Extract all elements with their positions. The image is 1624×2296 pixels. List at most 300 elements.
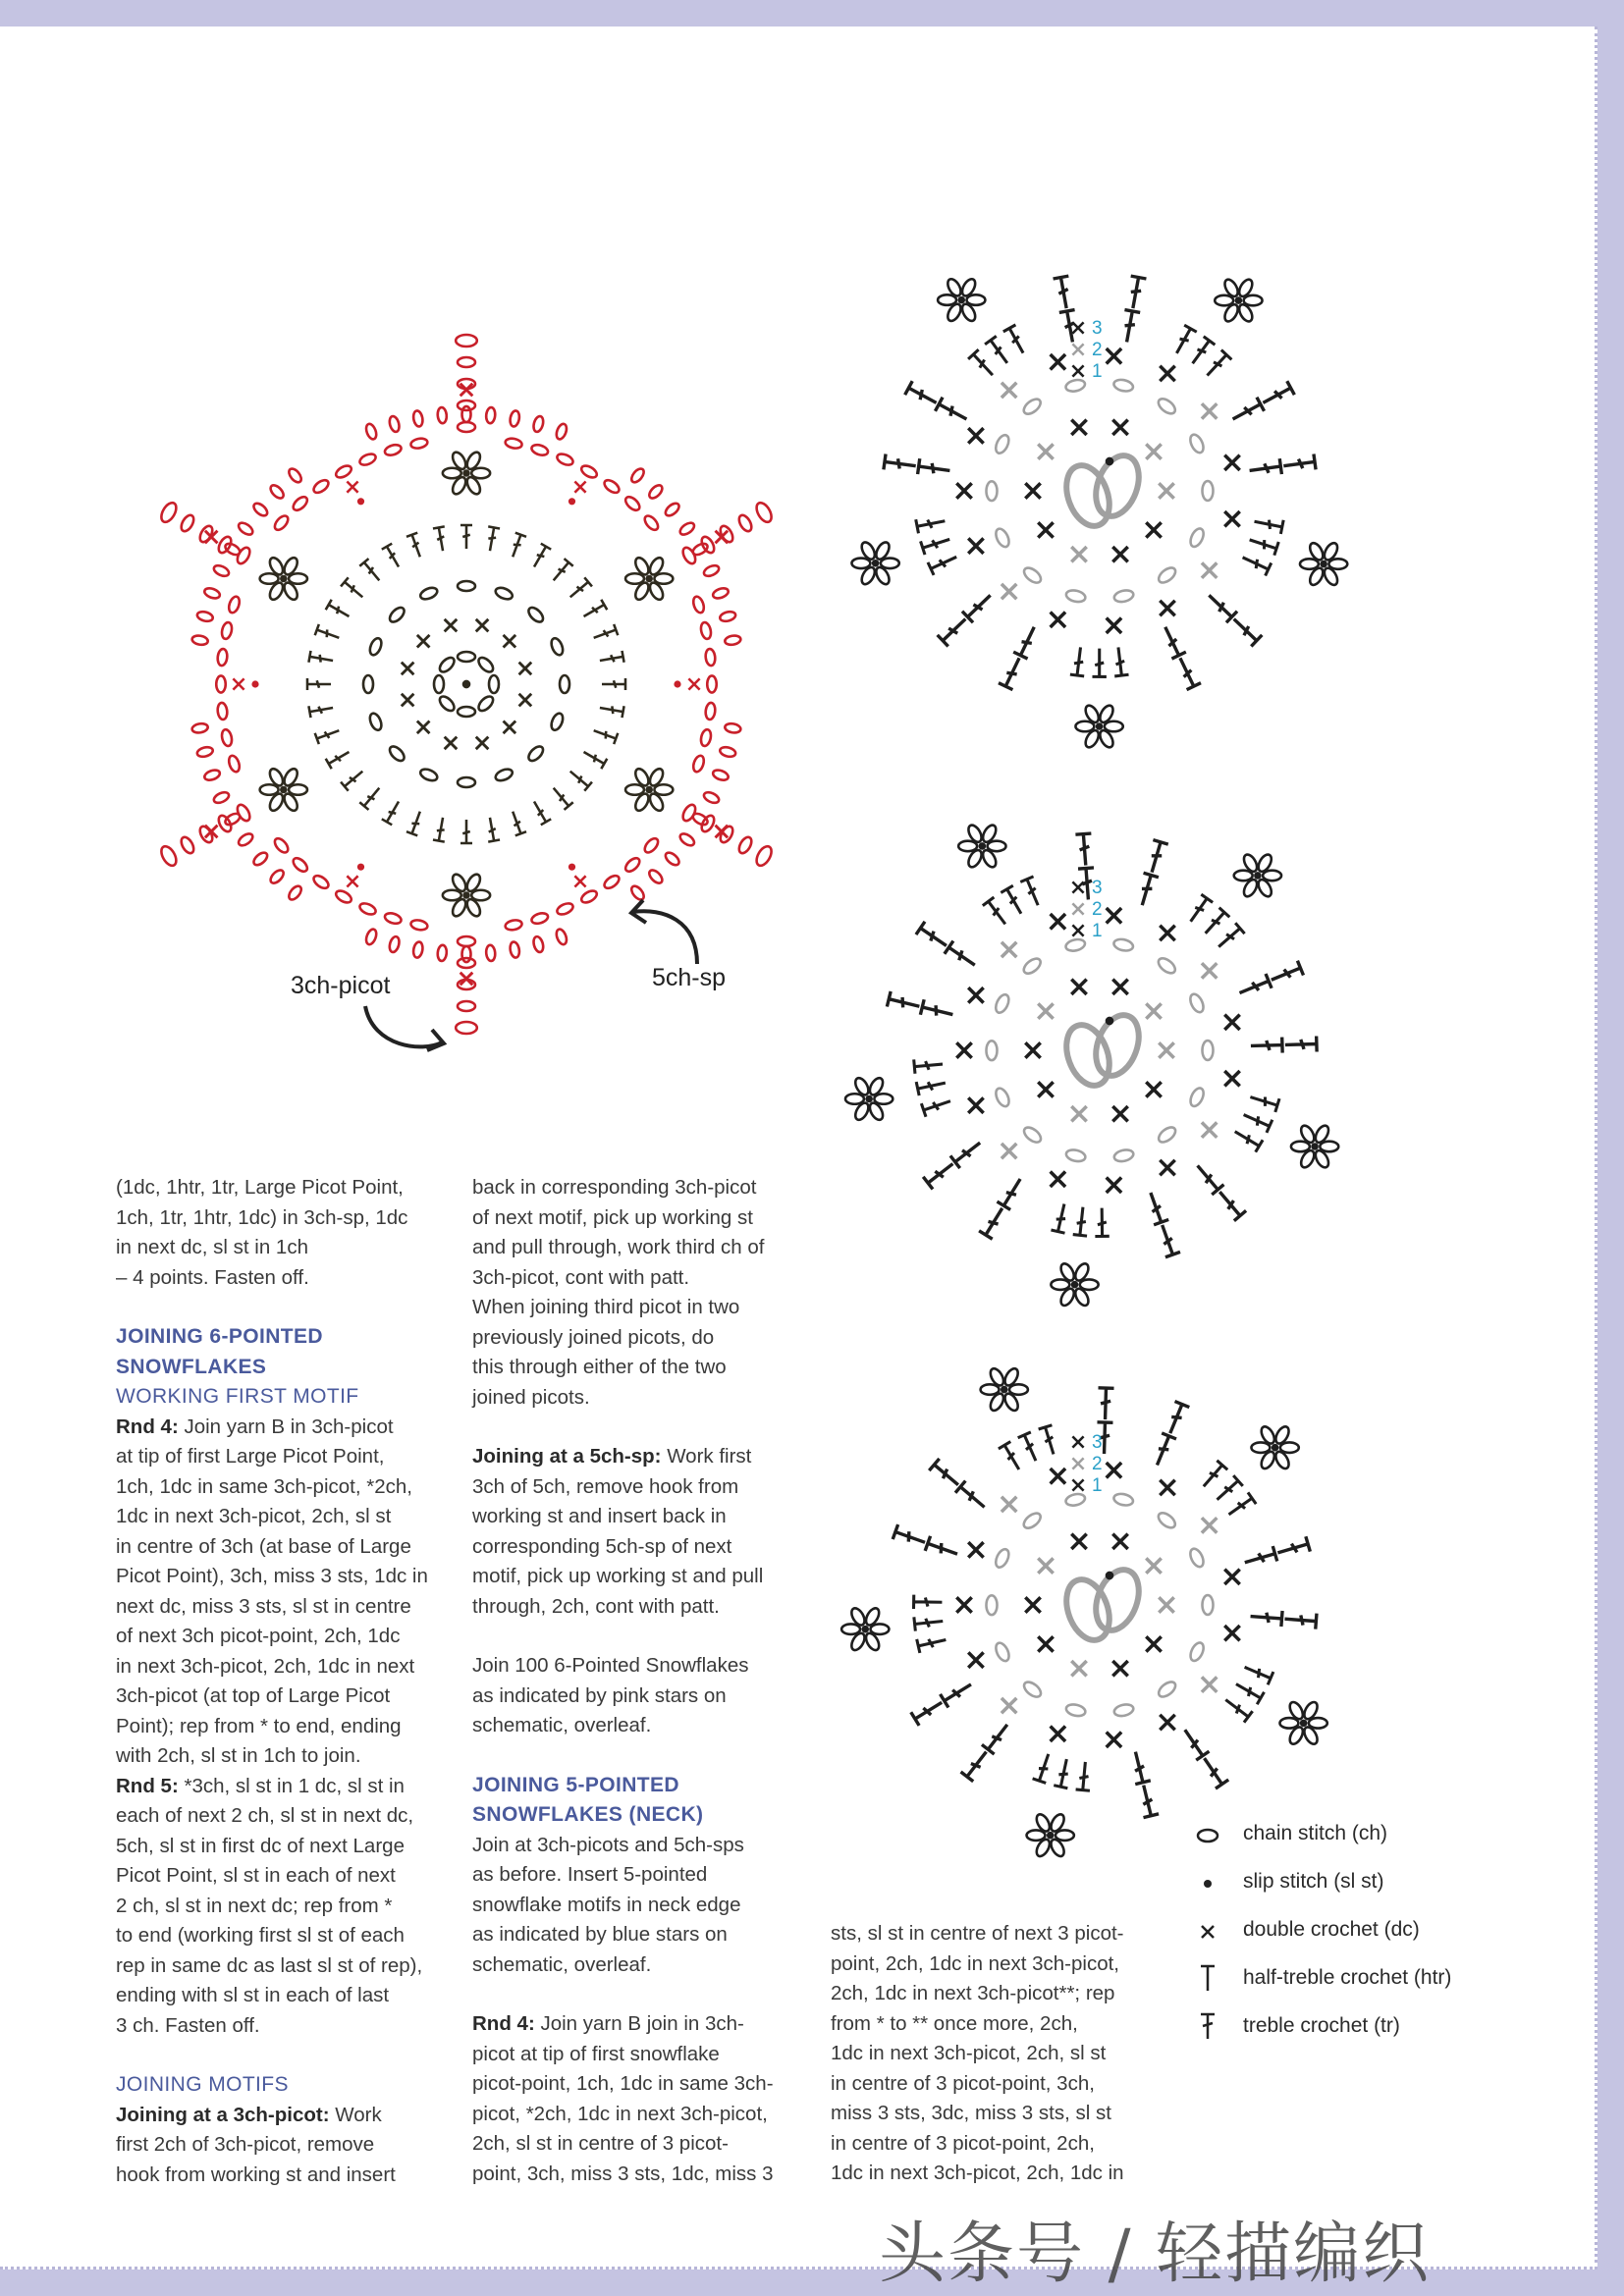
chain-stitch-mark — [1279, 1718, 1298, 1729]
double-crochet-mark — [1202, 1122, 1217, 1137]
double-crochet-mark — [1038, 1003, 1053, 1018]
treble-mark — [955, 1481, 990, 1514]
treble-mark — [935, 398, 970, 426]
double-crochet-mark — [1038, 1636, 1053, 1651]
double-crochet-mark — [1224, 511, 1239, 526]
treble-mark — [905, 381, 941, 409]
chain-stitch-mark — [1080, 1279, 1099, 1290]
slip-stitch-mark — [1300, 1720, 1308, 1728]
chain-stitch-mark — [967, 294, 986, 305]
slip-stitch-mark — [1272, 1444, 1279, 1452]
treble-mark — [1240, 551, 1272, 575]
round-number-1: 1 — [1092, 361, 1103, 382]
treble-mark — [1018, 1432, 1043, 1464]
treble-mark — [961, 1747, 993, 1782]
double-crochet-mark — [1202, 1518, 1217, 1532]
double-crochet-mark — [1202, 403, 1217, 418]
treble-mark — [985, 336, 1013, 367]
chain-stitch-mark — [1113, 1148, 1135, 1163]
treble-mark — [1251, 1038, 1282, 1054]
slip-stitch-mark — [979, 842, 987, 850]
treble-mark — [1198, 1461, 1227, 1491]
slip-stitch-mark — [957, 296, 965, 304]
double-crochet-mark — [1224, 1626, 1239, 1640]
legend-label-treble: treble crochet (tr) — [1243, 2014, 1400, 2037]
double-crochet-mark — [956, 1597, 971, 1612]
chain-stitch-mark — [1113, 589, 1135, 604]
treble-mark — [1269, 961, 1304, 988]
chain-stitch-mark — [1188, 992, 1207, 1015]
treble-mark — [1178, 1726, 1209, 1760]
chain-stitch-mark — [1309, 1718, 1327, 1729]
double-crochet-mark — [1146, 1003, 1161, 1018]
slip-stitch-mark — [1311, 1143, 1319, 1150]
double-crochet-mark — [1072, 1479, 1083, 1490]
round-number-1: 1 — [1092, 1475, 1103, 1496]
double-crochet-mark — [1072, 925, 1083, 935]
chain-stitch-mark — [1113, 1703, 1135, 1718]
double-crochet-mark — [1025, 1597, 1040, 1612]
legend-label-half-treble: half-treble crochet (htr) — [1243, 1966, 1452, 1989]
treble-mark — [1198, 1754, 1228, 1789]
treble-mark — [914, 1595, 943, 1610]
double-crochet-mark — [1202, 562, 1217, 577]
chain-stitch-mark — [1021, 1125, 1043, 1146]
treble-mark — [1170, 325, 1197, 356]
treble-mark — [979, 1204, 1008, 1240]
double-crochet-mark — [1001, 1698, 1016, 1713]
chain-stitch-mark — [1064, 1492, 1086, 1507]
double-crochet-mark — [1224, 1570, 1239, 1584]
treble-mark — [1051, 1202, 1070, 1233]
centre-loop-mark — [1058, 1019, 1116, 1092]
chain-stitch-mark — [1112, 937, 1134, 952]
chain-stitch-mark — [1203, 481, 1214, 501]
legend-label-slip: slip stitch (sl st) — [1243, 1870, 1384, 1893]
double-crochet-mark — [1160, 926, 1174, 940]
double-crochet-mark — [1112, 1106, 1127, 1121]
chain-stitch-mark — [1021, 565, 1043, 586]
chain-stitch-mark — [881, 559, 899, 569]
slip-stitch-mark — [872, 560, 880, 567]
chain-stitch-mark — [1009, 1384, 1028, 1395]
chain-stitch-mark — [994, 992, 1011, 1015]
treble-mark — [1248, 1091, 1279, 1112]
snowflake-chart-5-pointed-2 — [884, 777, 1316, 1327]
rnd4-paragraph — [116, 1413, 440, 1772]
double-crochet-mark — [1107, 348, 1121, 363]
treble-mark — [1232, 1678, 1264, 1704]
treble-mark — [1039, 1425, 1060, 1457]
double-crochet-mark — [1112, 980, 1127, 994]
chain-stitch-mark — [938, 294, 956, 305]
slip-stitch-mark — [1235, 296, 1243, 304]
treble-mark — [1253, 514, 1283, 534]
round-number-2: 2 — [1092, 1454, 1103, 1474]
chain-stitch-mark — [1203, 1041, 1214, 1060]
chain-stitch-icon — [1196, 1823, 1219, 1846]
double-crochet-mark — [968, 428, 983, 443]
joining-picot-paragraph — [116, 2101, 440, 2191]
treble-mark — [1070, 647, 1088, 676]
chain-stitch-mark — [1105, 721, 1123, 732]
heading-joining-5-pointed: JOINING 5-POINTED SNOWFLAKES (NECK) — [472, 1773, 704, 1826]
rnd4-label: Rnd 4: — [116, 1415, 179, 1438]
stitch-legend — [1196, 1819, 1490, 2059]
treble-mark — [1243, 1546, 1277, 1570]
chain-stitch-mark — [1291, 1142, 1310, 1152]
double-crochet-mark — [1160, 601, 1174, 615]
arrow-3ch-picot — [365, 1006, 442, 1046]
treble-mark — [914, 1614, 944, 1630]
treble-mark — [1192, 1160, 1224, 1195]
legend-row-double — [1196, 1915, 1490, 1963]
double-crochet-mark — [1159, 1597, 1173, 1612]
treble-mark — [1249, 458, 1282, 478]
treble-mark — [1202, 350, 1231, 381]
treble-mark — [1282, 454, 1316, 474]
double-crochet-mark — [1001, 584, 1016, 599]
double-crochet-mark — [1071, 1661, 1086, 1676]
treble-mark — [1229, 398, 1265, 426]
chain-stitch-mark — [1156, 955, 1177, 976]
chain-stitch-mark — [1188, 1547, 1207, 1570]
chain-stitch-mark — [994, 1087, 1012, 1109]
snowflake-chart-5-pointed-1 — [884, 218, 1316, 768]
double-crochet-mark — [1071, 980, 1086, 994]
chain-stitch-mark — [1328, 559, 1347, 569]
double-crochet-mark — [1072, 1458, 1083, 1468]
treble-mark — [999, 1442, 1025, 1473]
chain-stitch-mark — [1075, 721, 1094, 732]
double-crochet-mark — [1072, 1436, 1083, 1447]
treble-mark — [1054, 276, 1074, 309]
double-crochet-mark — [1001, 942, 1016, 957]
chart-callouts — [98, 223, 844, 1067]
double-crochet-icon — [1196, 1919, 1219, 1943]
chain-stitch-mark — [1320, 1142, 1338, 1152]
treble-mark — [982, 1720, 1013, 1754]
treble-mark — [916, 514, 947, 534]
double-crochet-mark — [1051, 354, 1065, 369]
treble-mark — [999, 655, 1026, 690]
chain-stitch-mark — [871, 1624, 890, 1634]
double-crochet-mark — [1160, 366, 1174, 381]
double-crochet-mark — [968, 1542, 983, 1557]
chain-stitch-mark — [1065, 1148, 1087, 1163]
double-crochet-mark — [1107, 618, 1121, 633]
column-3-paragraph: sts, sl st in centre of next 3 picot- point, 2ch, 1dc in next 3ch-picot, 2ch, 1dc in next 3ch-picot**; rep from * to ** once more, 2ch, 1dc in next 3ch-picot, 2ch, sl st in centre of 3 picot-point, 3ch, miss 3 sts, 3dc, miss 3 sts, sl st in centre of 3 picot-point, 2ch, 1dc in next 3ch-picot, 2ch, 1dc in — [831, 1922, 1124, 2184]
treble-mark — [911, 1695, 947, 1725]
treble-mark — [983, 897, 1011, 929]
round-number-3: 3 — [1092, 878, 1103, 898]
treble-mark — [950, 1137, 985, 1168]
double-crochet-mark — [1224, 1015, 1239, 1030]
chain-stitch-mark — [1300, 559, 1319, 569]
treble-mark — [1285, 1036, 1317, 1052]
chain-stitch-mark — [1112, 378, 1134, 393]
slip-stitch-mark — [1047, 1832, 1055, 1840]
treble-mark — [1111, 647, 1129, 676]
treble-mark — [1236, 974, 1272, 1000]
treble-mark — [941, 1678, 976, 1707]
treble-mark — [1275, 1536, 1310, 1560]
treble-mark — [1231, 1125, 1263, 1151]
rnd4-text: Join yarn B in 3ch-picot at tip of first Large Picot Point, 1ch, 1dc in same 3ch-picot, *2ch, 1dc in next 3ch-picot, 2ch, sl st in centre of 3ch (at base of Large Picot Point), 3ch, miss 3 sts, 1dc in next dc, miss 3 sts, sl st in centre of next 3ch picot-point, 2ch, 1dc in next 3ch-picot, 2ch, 1dc in next 3ch-picot (at top of Large Picot Point); rep from * to end, ending with 2ch, sl st in 1ch to join. — [116, 1415, 428, 1767]
double-crochet-mark — [1224, 455, 1239, 470]
slip-stitch-icon — [1196, 1871, 1219, 1895]
double-crochet-mark — [1071, 547, 1086, 561]
treble-mark — [917, 1633, 947, 1653]
double-crochet-mark — [1072, 881, 1083, 892]
subheading-working-first-motif: WORKING FIRST MOTIF — [116, 1385, 359, 1408]
legend-row-slip — [1196, 1867, 1490, 1915]
legend-row-half-treble — [1196, 1963, 1490, 2011]
joining-sp-text: Work first 3ch of 5ch, remove hook from working st and insert back in corresponding 5ch-sp of next motif, pick up working st and pull through, 2ch, cont with patt. — [472, 1445, 764, 1618]
treble-mark — [893, 1524, 928, 1550]
double-crochet-mark — [1001, 1497, 1016, 1512]
rnd5-label: Rnd 5: — [116, 1774, 179, 1797]
treble-mark — [1250, 1609, 1282, 1627]
slip-stitch-mark — [865, 1095, 873, 1103]
chain-stitch-mark — [1056, 1830, 1074, 1841]
treble-mark — [1213, 1475, 1243, 1505]
chain-stitch-mark — [986, 1595, 997, 1615]
treble-mark — [1242, 1661, 1273, 1685]
treble-mark — [887, 991, 921, 1014]
chain-stitch-mark — [994, 433, 1011, 455]
treble-mark — [1200, 908, 1229, 938]
chain-stitch-mark — [874, 1094, 893, 1104]
chain-stitch-mark — [1188, 1640, 1206, 1663]
double-crochet-mark — [1051, 1727, 1065, 1741]
chain-stitch-mark — [1021, 956, 1043, 977]
double-crochet-mark — [1112, 1534, 1127, 1549]
treble-mark — [1214, 923, 1244, 952]
double-crochet-mark — [1159, 483, 1173, 498]
treble-mark — [1119, 310, 1140, 344]
chain-stitch-mark — [1188, 433, 1207, 455]
round-number-3: 3 — [1092, 318, 1103, 339]
treble-mark — [1173, 655, 1201, 690]
treble-mark — [1001, 885, 1027, 917]
treble-mark — [1128, 1750, 1151, 1785]
double-crochet-mark — [1072, 365, 1083, 376]
centre-loop-mark — [1088, 1009, 1146, 1082]
slip-stitch-mark — [1096, 722, 1104, 730]
continued-paragraph: back in corresponding 3ch-picot of next motif, pick up working st and pull through, work third ch of 3ch-picot, cont with patt. When joining third picot in two previously joined picots, do this through either of the two joined picots. — [472, 1176, 765, 1409]
slip-stitch-mark — [1001, 1386, 1008, 1394]
slip-stitch-mark — [1071, 1281, 1079, 1289]
label-5ch-sp: 5ch-sp — [652, 964, 727, 991]
chain-stitch-mark — [1156, 564, 1177, 585]
treble-mark — [938, 614, 971, 647]
chain-stitch-mark — [845, 1094, 864, 1104]
double-crochet-mark — [1112, 420, 1127, 435]
treble-mark — [1150, 1433, 1176, 1468]
treble-mark — [1159, 623, 1186, 659]
round-number-2: 2 — [1092, 899, 1103, 920]
watermark: 头条号 / 轻描编织 — [879, 2216, 1432, 2293]
treble-mark — [1247, 533, 1278, 556]
chain-stitch-mark — [1188, 526, 1206, 549]
chain-stitch-mark — [1064, 937, 1086, 952]
join-100-paragraph: Join 100 6-Pointed Snowflakes as indicated by pink stars on schematic, overleaf. — [472, 1654, 749, 1736]
double-crochet-mark — [956, 1042, 971, 1057]
snowflake-chart-5-pointed-3 — [884, 1332, 1316, 1882]
double-crochet-mark — [1202, 963, 1217, 978]
treble-mark — [1125, 276, 1146, 309]
chain-stitch-mark — [988, 841, 1006, 852]
double-crochet-mark — [1112, 547, 1127, 561]
rnd5-paragraph — [116, 1772, 440, 2042]
chain-stitch-mark — [1156, 396, 1177, 416]
treble-mark — [918, 458, 951, 478]
legend-row-treble — [1196, 2011, 1490, 2059]
treble-mark — [1136, 1784, 1159, 1818]
treble-mark — [1214, 1187, 1246, 1221]
slip-stitch-mark — [1106, 1572, 1114, 1580]
double-crochet-mark — [1112, 1661, 1127, 1676]
treble-mark — [1013, 623, 1041, 659]
treble-mark — [1135, 873, 1159, 907]
double-crochet-mark — [1025, 483, 1040, 498]
double-crochet-mark — [1051, 613, 1065, 627]
chain-stitch-mark — [1244, 295, 1263, 306]
treble-mark — [929, 1459, 963, 1491]
treble-mark — [1221, 1694, 1253, 1723]
double-crochet-mark — [1160, 1480, 1174, 1495]
slip-stitch-mark — [861, 1626, 869, 1633]
centre-loop-mark — [1088, 450, 1146, 522]
double-crochet-mark — [1202, 1677, 1217, 1691]
round-number-1: 1 — [1092, 921, 1103, 941]
double-crochet-mark — [1071, 1106, 1086, 1121]
double-crochet-mark — [1072, 322, 1083, 333]
double-crochet-mark — [1051, 914, 1065, 929]
double-crochet-mark — [1038, 1558, 1053, 1573]
treble-mark — [1185, 894, 1213, 926]
treble-mark — [1228, 614, 1262, 647]
double-crochet-mark — [968, 1652, 983, 1667]
double-crochet-mark — [1038, 1082, 1053, 1096]
treble-mark — [923, 1157, 957, 1189]
chain-stitch-mark — [986, 1041, 997, 1060]
double-crochet-mark — [1160, 1160, 1174, 1175]
centre-loop-mark — [1088, 1564, 1146, 1636]
treble-mark — [920, 999, 954, 1022]
double-crochet-mark — [1107, 1178, 1121, 1193]
treble-mark — [1284, 1611, 1317, 1629]
chain-stitch-mark — [1156, 1124, 1177, 1145]
chain-stitch-mark — [1203, 1595, 1214, 1615]
double-crochet-mark — [1146, 1636, 1161, 1651]
rnd4-neck-label: Rnd 4: — [472, 2012, 535, 2035]
chain-stitch-mark — [1188, 1086, 1206, 1108]
treble-mark — [1033, 1752, 1056, 1784]
slip-stitch-mark — [1106, 457, 1114, 466]
treble-mark — [1020, 877, 1045, 908]
chain-stitch-mark — [958, 841, 977, 852]
chain-stitch-mark — [851, 559, 870, 569]
treble-mark — [1204, 590, 1237, 623]
chain-stitch-mark — [1027, 1830, 1046, 1841]
treble-icon — [1196, 2011, 1219, 2041]
double-crochet-mark — [1107, 908, 1121, 923]
chain-stitch-mark — [1051, 1279, 1069, 1290]
chain-stitch-mark — [1156, 1679, 1177, 1699]
half-treble-icon — [1196, 1963, 1219, 1993]
chain-stitch-mark — [1251, 1442, 1270, 1453]
double-crochet-mark — [1146, 1558, 1161, 1573]
treble-mark — [968, 349, 998, 380]
join-5-paragraph: Join at 3ch-picots and 5ch-sps as before. Insert 5-pointed snowflake motifs in neck edge as indicated by blue stars on schematic, overleaf. — [472, 1833, 744, 1976]
chain-stitch-mark — [1021, 1511, 1043, 1531]
joining-picot-text: Work first 2ch of 3ch-picot, remove hook from working st and insert — [116, 2103, 396, 2186]
treble-mark — [1054, 1758, 1073, 1789]
chain-stitch-mark — [1234, 871, 1253, 881]
chain-stitch-mark — [994, 1547, 1011, 1570]
page — [0, 27, 1597, 2293]
double-crochet-mark — [1072, 903, 1083, 914]
treble-mark — [1260, 381, 1295, 409]
treble-mark — [921, 1095, 952, 1117]
treble-mark — [1003, 325, 1030, 356]
treble-mark — [1073, 1206, 1090, 1236]
treble-mark — [1187, 337, 1216, 368]
double-crochet-mark — [1001, 383, 1016, 398]
chain-stitch-mark — [1112, 1492, 1134, 1507]
legend-row-chain — [1196, 1819, 1490, 1867]
double-crochet-mark — [1159, 1042, 1173, 1057]
centre-loop-mark — [1058, 1574, 1116, 1646]
double-crochet-mark — [1160, 1715, 1174, 1730]
double-crochet-mark — [1146, 1082, 1161, 1096]
treble-mark — [962, 590, 996, 623]
round-number-3: 3 — [1092, 1432, 1103, 1453]
text-column-3 — [831, 1919, 1155, 2189]
double-crochet-mark — [1001, 1144, 1016, 1158]
treble-mark — [928, 551, 959, 575]
treble-mark — [1163, 1402, 1189, 1437]
chain-stitch-mark — [1215, 295, 1233, 306]
intro-paragraph: (1dc, 1htr, 1tr, Large Picot Point, 1ch, 1tr, 1htr, 1dc) in 3ch-sp, 1dc in next dc, sl st in 1ch – 4 points. Fasten off. — [116, 1176, 408, 1289]
chain-stitch-mark — [1021, 1680, 1043, 1700]
chain-stitch-mark — [1263, 871, 1281, 881]
double-crochet-mark — [1025, 1042, 1040, 1057]
treble-mark — [914, 1057, 944, 1074]
joining-sp-label: Joining at a 5ch-sp: — [472, 1445, 662, 1468]
rnd4-neck-paragraph — [472, 2009, 806, 2189]
slip-stitch-mark — [1320, 561, 1327, 568]
treble-mark — [1092, 649, 1106, 677]
chain-stitch-mark — [1065, 589, 1087, 604]
treble-mark — [884, 454, 917, 474]
slip-stitch-mark — [1106, 1017, 1114, 1026]
chain-stitch-mark — [981, 1384, 1000, 1395]
treble-mark — [997, 1175, 1026, 1210]
subheading-joining-motifs: JOINING MOTIFS — [116, 2073, 289, 2096]
joining-sp-paragraph — [472, 1442, 806, 1622]
double-crochet-mark — [1072, 344, 1083, 354]
joining-picot-label: Joining at a 3ch-picot: — [116, 2103, 330, 2126]
double-crochet-mark — [968, 538, 983, 553]
treble-mark — [1224, 1492, 1256, 1520]
treble-mark — [1095, 1207, 1110, 1236]
text-column-2 — [472, 1173, 806, 2189]
chain-stitch-mark — [1064, 378, 1086, 393]
double-crochet-mark — [1071, 1534, 1086, 1549]
